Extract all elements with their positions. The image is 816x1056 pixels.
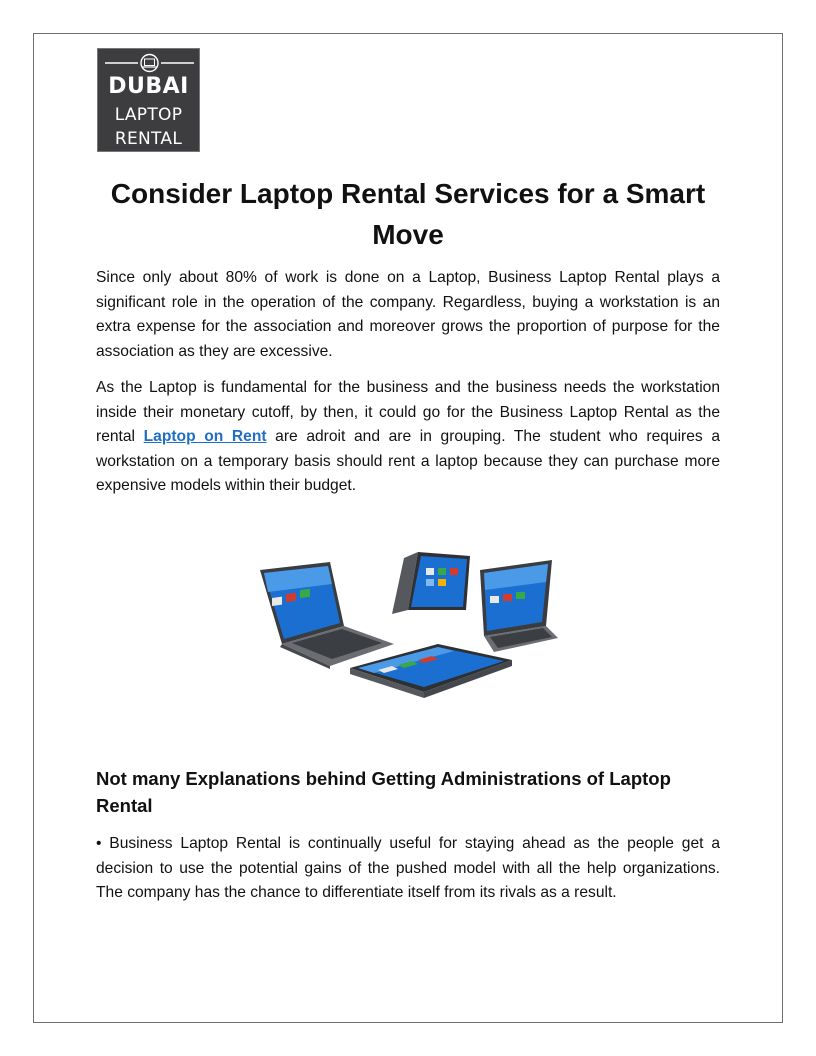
rental-paragraph-text-end: are adroit and are in grouping. The student who requires a workstation on a temporary basis should rent a laptop because they can purchase more expensive models within their budget. <box>96 428 721 495</box>
laptop-flat-image <box>350 644 512 698</box>
logo-line-rental: RENTAL <box>114 129 183 149</box>
logo-line-laptop: LAPTOP <box>114 105 183 125</box>
section-heading: Not many Explanations behind Getting Administrations of Laptop Rental <box>96 768 671 816</box>
logo-line-dubai: DUBAI <box>108 74 189 99</box>
laptop-tent-image <box>392 552 470 614</box>
intro-paragraph: Since only about 80% of work is done on a Laptop, Business Laptop Rental plays a significant role in the operation of the company. Regardless, buying a workstation is an extra expense for the association and moreover grows the proportion of purpose for the association as they are excessive. <box>96 269 720 360</box>
laptop-right-image <box>480 560 558 652</box>
laptops-product-image <box>258 548 558 716</box>
rental-paragraph <box>96 376 720 499</box>
bullet-paragraph: • Business Laptop Rental is continually useful for staying ahead as the people get a decision to use the potential gains of the pushed model with all the help organizations. The company has the chance to differentiate itself from its rivals as a result. <box>96 835 720 902</box>
rental-paragraph-text-start: As the Laptop is fundamental for the business and the business needs the workstation inside their monetary cutoff, by then, it could go for the Business Laptop Rental as the rental <box>96 379 720 446</box>
laptop-on-rent-link[interactable]: Laptop on Rent <box>143 428 267 446</box>
page-title: Consider Laptop Rental Services for a Smart Move <box>110 178 706 250</box>
laptop-left-image <box>260 562 394 669</box>
company-logo <box>97 48 200 152</box>
